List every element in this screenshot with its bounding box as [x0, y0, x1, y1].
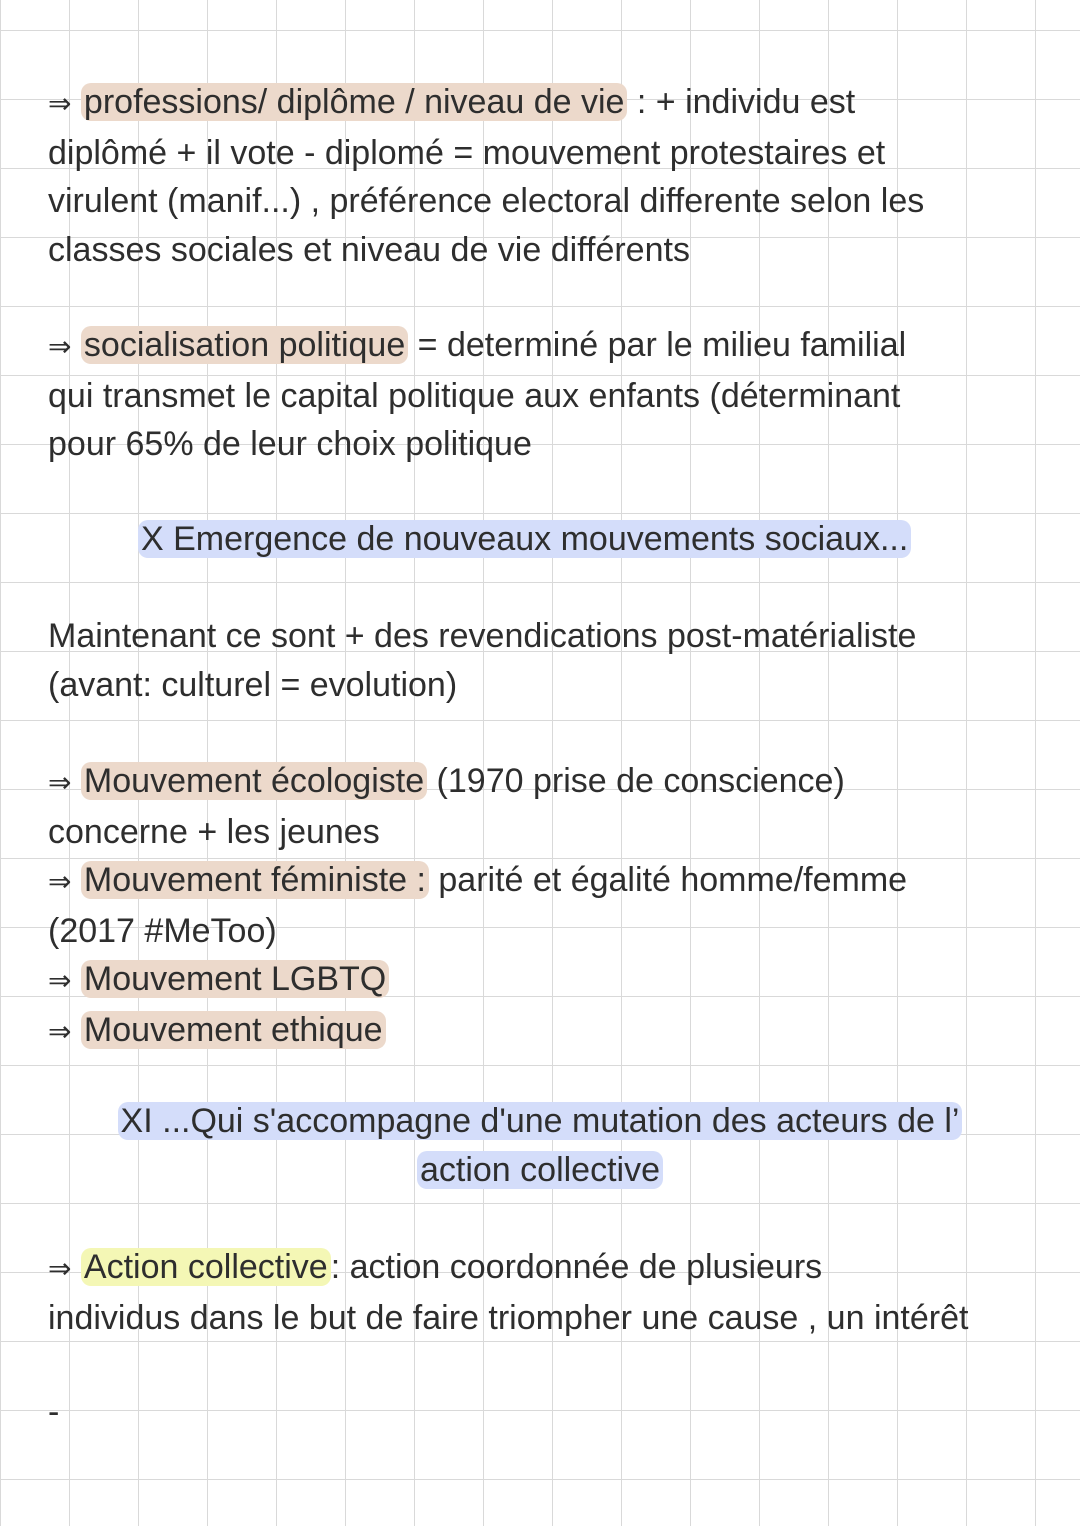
implies-arrow-icon: ⇒ — [48, 964, 72, 997]
text-line: (avant: culturel = evolution) — [48, 665, 458, 704]
text-fragment: = determiné par le milieu familial — [408, 326, 907, 364]
implies-arrow-icon: ⇒ — [48, 1014, 72, 1048]
highlight-feministe: Mouvement féministe : — [81, 861, 429, 899]
text-fragment: : + individu est — [627, 83, 856, 121]
text-line: concerne + les jeunes — [48, 812, 380, 851]
implies-arrow-icon: ⇒ — [48, 865, 72, 898]
dash-mark: - — [48, 1393, 60, 1431]
text-fragment: (1970 prise de conscience) — [427, 762, 845, 800]
text-line: individus dans le but de faire triompher une cause , un intérêt — [48, 1298, 969, 1337]
highlight-lgbtq: Mouvement LGBTQ — [81, 960, 389, 998]
highlight-ethique: Mouvement ethique — [81, 1011, 386, 1049]
list-item — [48, 955, 1038, 1006]
text-line: diplômé + il vote - diplomé = mouvement protestaires et — [48, 133, 886, 172]
paragraph-socialisation — [48, 321, 1038, 469]
text-line: qui transmet le capital politique aux enfants (déterminant — [48, 376, 901, 415]
implies-arrow-icon: ⇒ — [48, 330, 72, 363]
highlight-professions: professions/ diplôme / niveau de vie — [81, 83, 628, 121]
list-item — [48, 1006, 1038, 1057]
list-item — [48, 757, 1038, 808]
implies-arrow-icon: ⇒ — [48, 87, 72, 120]
text-line: Maintenant ce sont + des revendications post-matérialiste — [48, 617, 917, 655]
highlight-ecologiste: Mouvement écologiste — [81, 762, 427, 800]
paragraph-post-materialiste — [48, 612, 1038, 709]
heading-x — [138, 515, 958, 564]
implies-arrow-icon: ⇒ — [48, 766, 72, 799]
heading-xi-line1: XI ...Qui s'accompagne d'une mutation des acteurs de l’ — [118, 1102, 963, 1140]
text-line: (2017 #MeToo) — [48, 911, 277, 950]
paragraph-professions — [48, 78, 1038, 274]
list-item — [48, 856, 1038, 907]
highlight-action-collective: Action collective — [81, 1248, 331, 1286]
list-mouvements — [48, 757, 1038, 1056]
text-line: pour 65% de leur choix politique — [48, 425, 532, 463]
heading-xi-line2: action collective — [417, 1151, 663, 1189]
implies-arrow-icon: ⇒ — [48, 1252, 72, 1285]
highlight-socialisation: socialisation politique — [81, 326, 408, 364]
trailing-mark — [48, 1388, 1038, 1437]
text-fragment: : action coordonnée de plusieurs — [330, 1248, 823, 1286]
text-line: classes sociales et niveau de vie différents — [48, 230, 690, 269]
paragraph-action-collective — [48, 1243, 1038, 1342]
text-line: virulent (manif...) , préférence electoral differente selon les — [48, 182, 925, 220]
text-fragment: parité et égalité homme/femme — [428, 861, 908, 899]
heading-xi — [60, 1097, 1020, 1194]
heading-x-text: X Emergence de nouveaux mouvements sociaux... — [138, 520, 911, 558]
